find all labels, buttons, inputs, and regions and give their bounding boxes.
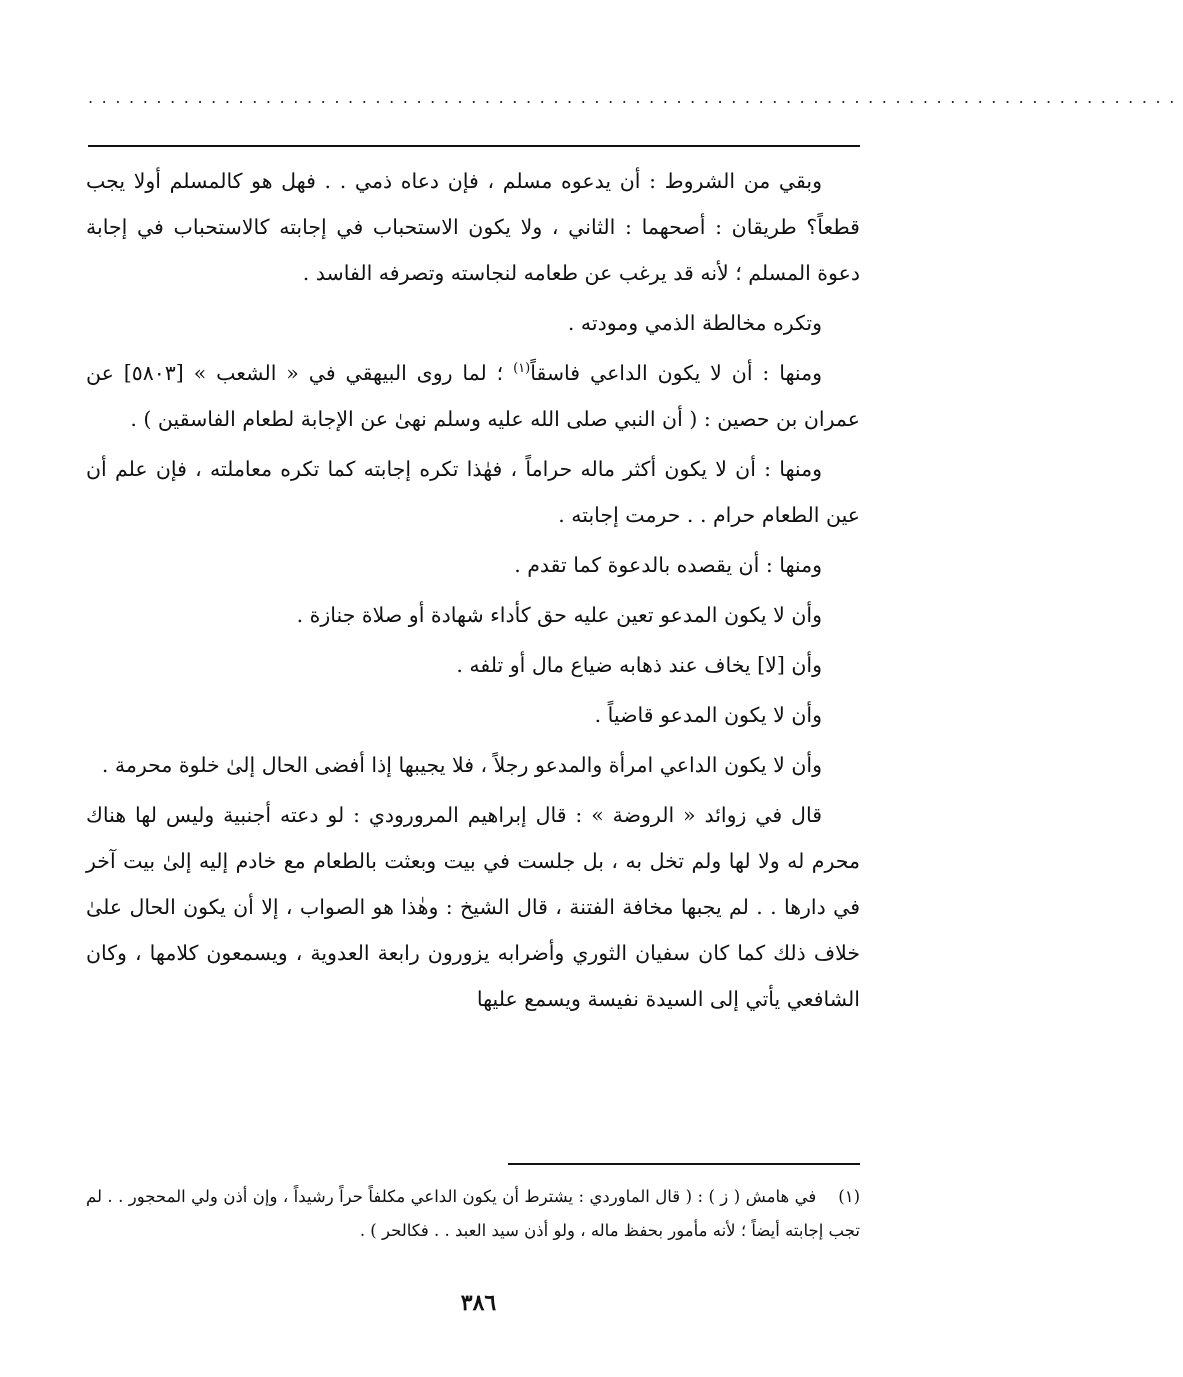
- paragraph-dhimmi: وتكره مخالطة الذمي ومودته .: [567, 311, 822, 335]
- paragraph-fasiq-end: ؛ لما روى البيهقي في « الشعب » [٥٨٠٣] عن عمران بن حصين : ( أن النبي صلى الله عليه وسلم نهىٰ عن الإجابة لطعام الفاسقين ) .: [86, 361, 860, 431]
- footnote-number: (١): [838, 1187, 860, 1206]
- paragraph-woman: وأن لا يكون الداعي امرأة والمدعو رجلاً ، فلا يجيبها إذا أفضى الحال إلىٰ خلوة محرمة .: [101, 753, 822, 777]
- paragraph-obligation: وأن لا يكون المدعو تعين عليه حق كأداء شهادة أو صلاة جنازة .: [296, 603, 822, 627]
- paragraph-conditions: وبقي من الشروط : أن يدعوه مسلم ، فإن دعاه ذمي . . فهل هو كالمسلم أولا يجب قطعاً؟ طريقان : أصحهما : الثاني ، ولا يكون الاستحباب في إجابته كالاستحباب في إجابة دعوة المسلم ؛ لأنه قد يرغب عن طعامه لنجاسته وتصرفه الفاسد .: [86, 169, 860, 285]
- paragraph-fasiq-start: ومنها : أن لا يكون الداعي فاسقاً: [530, 361, 823, 385]
- footnote: [86, 1180, 860, 1248]
- paragraph-loss: وأن [لا] يخاف عند ذهابه ضياع مال أو تلفه .: [456, 653, 822, 677]
- header-rule: [88, 145, 860, 147]
- main-text: [86, 158, 860, 1026]
- paragraph-judge: وأن لا يكون المدعو قاضياً .: [594, 703, 822, 727]
- paragraph-intent: ومنها : أن يقصده بالدعوة كما تقدم .: [514, 553, 822, 577]
- page-number: ٣٨٦: [460, 1290, 497, 1316]
- paragraph-haram-wealth: ومنها : أن لا يكون أكثر ماله حراماً ، فهٰذا تكره إجابته كما تكره معاملته ، فإن علم أن عين الطعام حرام . . حرمت إجابته .: [86, 457, 860, 527]
- footnote-rule: [508, 1163, 860, 1165]
- footnote-marker[interactable]: (١): [513, 361, 531, 377]
- footnote-text: في هامش ( ز ) : ( قال الماوردي : يشترط أن يكون الداعي مكلفاً حراً رشيداً ، وإن أذن ولي المحجور . . لم تجب إجابته أيضاً ؛ لأنه مأمور بحفظ ماله ، ولو أذن سيد العبد . . فكالحر ) .: [86, 1187, 860, 1240]
- header-dotted-line: ................................................................................: [88, 88, 1183, 107]
- paragraph-rawda: قال في زوائد « الروضة » : قال إبراهيم المرورودي : لو دعته أجنبية وليس لها هناك محرم له ولا لها ولم تخل به ، بل جلست في بيت وبعثت بالطعام مع خادم إليه إلىٰ بيت آخر في دارها . . لم يجبها مخافة الفتنة ، قال الشيخ : وهٰذا هو الصواب ، إلا أن يكون الحال علىٰ خلاف ذلك كما كان سفيان الثوري وأضرابه يزورون رابعة العدوية ، ويسمعون كلامها ، وكان الشافعي يأتي إلى السيدة نفيسة ويسمع عليها: [86, 803, 860, 1011]
- paragraph-fasiq: [86, 350, 860, 442]
